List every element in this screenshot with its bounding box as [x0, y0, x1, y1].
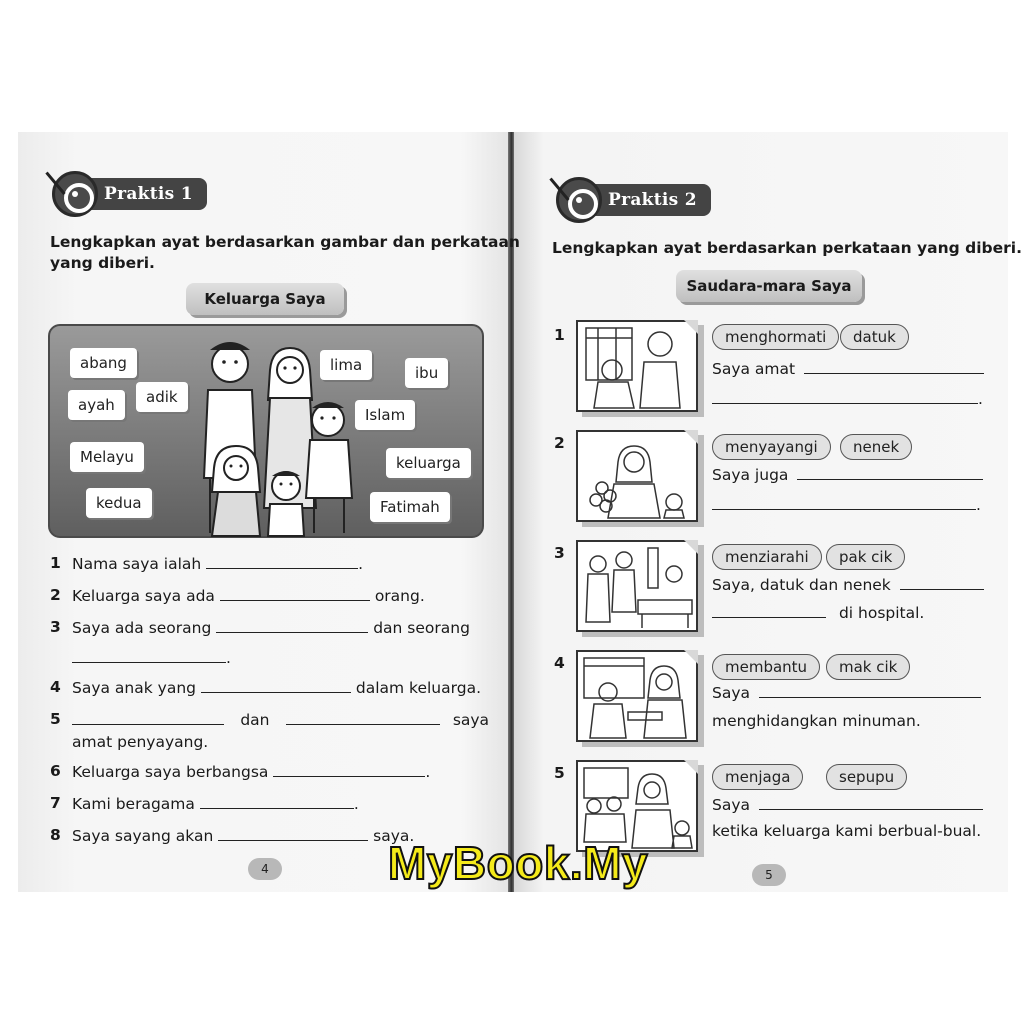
question-number: 5 [50, 710, 61, 728]
question-end: . [425, 763, 431, 781]
question-text: Keluarga saya ada [72, 587, 215, 605]
page-number-left: 4 [248, 858, 282, 880]
answer-blank[interactable] [201, 679, 351, 693]
sentence-text: di hospital. [838, 604, 925, 622]
page-number-right: 5 [752, 864, 786, 886]
word-pill: pak cik [826, 544, 905, 570]
serving-drinks-icon [578, 652, 696, 740]
question-4 [72, 678, 481, 698]
question-1 [72, 554, 363, 574]
word-pill: menghormati [712, 324, 839, 350]
question-number: 4 [50, 678, 61, 696]
answer-blank[interactable] [218, 827, 368, 841]
answer-blank[interactable] [286, 711, 440, 725]
question-number: 7 [50, 794, 61, 812]
question-text: Nama saya ialah [72, 555, 202, 573]
question-end: orang. [374, 587, 425, 605]
answer-blank[interactable] [273, 763, 425, 777]
word-ayah: ayah [68, 390, 125, 420]
answer-blank[interactable] [216, 619, 368, 633]
word-islam: Islam [355, 400, 415, 430]
answer-blank[interactable] [759, 796, 983, 810]
question-text: Saya sayang akan [72, 827, 214, 845]
question-end: . [353, 795, 359, 813]
answer-blank[interactable] [759, 684, 981, 698]
target-icon [556, 177, 602, 223]
question-7 [72, 794, 359, 814]
word-keluarga: keluarga [386, 448, 471, 478]
praktis-1-badge [52, 176, 207, 212]
word-pill: menziarahi [712, 544, 822, 570]
question-text: Kami beragama [72, 795, 195, 813]
question-text: Saya ada seorang [72, 619, 212, 637]
instruction-line-2: yang diberi. [50, 254, 155, 272]
badge-label: Praktis 1 [74, 178, 207, 210]
question-end: dalam keluarga. [355, 679, 481, 697]
watermark-logo: MyBook.My [388, 837, 649, 889]
instruction-line-1: Lengkapkan ayat berdasarkan gambar dan perkataan [50, 233, 520, 251]
word-pill: menjaga [712, 764, 803, 790]
question-number: 1 [50, 554, 61, 572]
question-3 [72, 618, 470, 638]
sentence-line-2: menghidangkan minuman. [712, 712, 921, 730]
question-5-line-2: amat penyayang. [72, 733, 209, 751]
sentence-line-1 [712, 796, 983, 814]
answer-blank[interactable] [72, 711, 224, 725]
nenek-flowers-icon [578, 432, 696, 520]
question-end: dan seorang [373, 619, 470, 637]
question-end: . [226, 649, 231, 667]
word-abang: abang [70, 348, 137, 378]
instruction-right: Lengkapkan ayat berdasarkan perkataan yang diberi. [552, 239, 1022, 257]
item-number: 2 [554, 434, 565, 452]
sentence-line-2 [712, 390, 983, 408]
instruction-left [50, 232, 520, 274]
section-title-right: Saudara-mara Saya [676, 270, 862, 302]
question-number: 3 [50, 618, 61, 636]
sentence-text: Saya [712, 796, 751, 814]
answer-blank[interactable] [72, 649, 226, 663]
question-5 [72, 710, 489, 730]
question-number: 6 [50, 762, 61, 780]
sentence-line-1 [712, 360, 984, 378]
item-number: 5 [554, 764, 565, 782]
badge-label: Praktis 2 [578, 184, 711, 216]
answer-blank[interactable] [712, 496, 976, 510]
word-lima: lima [320, 350, 372, 380]
sentence-text: Saya amat [712, 360, 796, 378]
question-end: saya. [373, 827, 415, 845]
word-kedua: kedua [86, 488, 152, 518]
hospital-visit-icon [578, 542, 696, 630]
word-melayu: Melayu [70, 442, 144, 472]
picture-card [576, 320, 698, 412]
item-number: 3 [554, 544, 565, 562]
sentence-line-1 [712, 684, 981, 702]
section-title-left: Keluarga Saya [186, 283, 344, 315]
word-pill: nenek [840, 434, 912, 460]
answer-blank[interactable] [900, 576, 984, 590]
answer-blank[interactable] [200, 795, 354, 809]
word-pill: mak cik [826, 654, 910, 680]
item-number: 4 [554, 654, 565, 672]
question-number: 2 [50, 586, 61, 604]
sentence-line-1 [712, 576, 984, 594]
question-text: dan [240, 711, 270, 729]
target-icon [52, 171, 98, 217]
sentence-line-1 [712, 466, 983, 484]
word-pill: menyayangi [712, 434, 831, 460]
question-8 [72, 826, 414, 846]
word-pill: membantu [712, 654, 820, 680]
question-end: . [358, 555, 364, 573]
praktis-2-badge [556, 182, 711, 218]
picture-card [576, 430, 698, 522]
word-ibu: ibu [405, 358, 448, 388]
word-fatimah: Fatimah [370, 492, 450, 522]
word-pill: datuk [840, 324, 909, 350]
sentence-text: Saya [712, 684, 751, 702]
picture-card [576, 650, 698, 742]
answer-blank[interactable] [804, 360, 984, 374]
sentence-line-2 [712, 604, 924, 622]
word-adik: adik [136, 382, 188, 412]
answer-blank[interactable] [797, 466, 983, 480]
word-pill: sepupu [826, 764, 907, 790]
answer-blank[interactable] [206, 555, 358, 569]
family-picture-panel [48, 324, 484, 538]
item-number: 1 [554, 326, 565, 344]
question-2 [72, 586, 425, 606]
question-number: 8 [50, 826, 61, 844]
answer-blank[interactable] [712, 604, 826, 618]
question-3-line-2 [72, 648, 231, 668]
question-6 [72, 762, 430, 782]
question-text: Saya anak yang [72, 679, 196, 697]
sentence-text: Saya juga [712, 466, 789, 484]
sentence-line-2 [712, 496, 981, 514]
question-text: Keluarga saya berbangsa [72, 763, 269, 781]
answer-blank[interactable] [712, 390, 978, 404]
sentence-text: Saya, datuk dan nenek [712, 576, 891, 594]
sentence-line-2: ketika keluarga kami berbual-bual. [712, 822, 982, 840]
sentence-text: . [976, 496, 981, 514]
question-end: saya [452, 711, 490, 729]
picture-card [576, 540, 698, 632]
sentence-text: . [978, 390, 983, 408]
greeting-datuk-icon [578, 322, 696, 410]
answer-blank[interactable] [220, 587, 370, 601]
